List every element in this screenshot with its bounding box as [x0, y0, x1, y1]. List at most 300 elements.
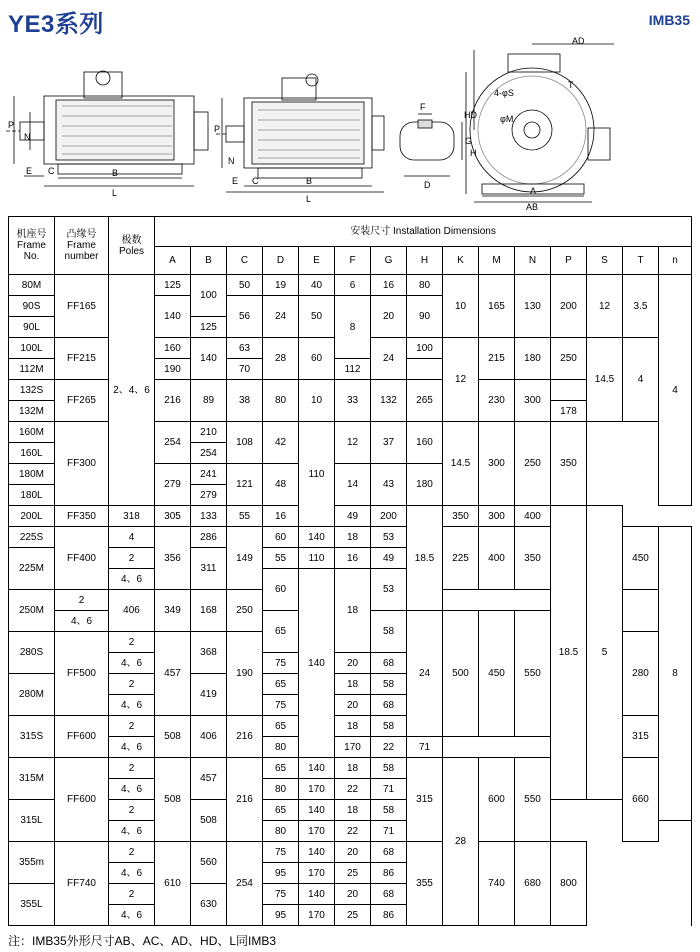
table-cell: 140 — [299, 758, 335, 779]
table-cell: 250 — [551, 338, 587, 380]
table-cell: 80 — [407, 275, 443, 296]
table-cell: 22 — [371, 737, 407, 758]
header-col-f: F — [335, 247, 371, 275]
table-cell: 2 — [109, 674, 155, 695]
table-cell: 4 — [109, 527, 155, 548]
table-cell: 65 — [263, 800, 299, 821]
table-cell: 60 — [263, 569, 299, 611]
header-col-t: T — [623, 247, 659, 275]
table-cell: 216 — [227, 716, 263, 758]
table-cell: 4、6 — [109, 737, 155, 758]
table-cell: 100L — [9, 338, 55, 359]
header-col-b: B — [191, 247, 227, 275]
table-cell: 225 — [443, 527, 479, 590]
table-cell: 279 — [191, 485, 227, 506]
mount-code: IMB35 — [648, 12, 690, 28]
table-cell: 24 — [371, 338, 407, 380]
table-cell: 75 — [263, 884, 299, 905]
table-cell: 170 — [299, 779, 335, 800]
table-cell: 250M — [9, 590, 55, 632]
table-cell: 8 — [659, 527, 692, 821]
table-cell: 68 — [371, 884, 407, 905]
front-label-a: A — [530, 186, 537, 196]
table-cell: 800 — [551, 842, 587, 926]
table-cell: 25 — [335, 905, 371, 926]
table-cell: 68 — [371, 653, 407, 674]
table-row — [9, 821, 692, 842]
table-cell: 500 — [443, 611, 479, 737]
side1-label-l: L — [112, 188, 118, 198]
table-cell: FF600 — [55, 716, 109, 758]
table-cell: 133 — [191, 506, 227, 527]
side1-label-p: P — [8, 120, 15, 130]
front-view — [466, 44, 614, 202]
header-col-a: A — [155, 247, 191, 275]
table-cell: 550 — [515, 758, 551, 842]
table-cell: 12 — [587, 275, 623, 338]
table-cell: 4、6 — [109, 905, 155, 926]
table-cell: 65 — [263, 611, 299, 653]
table-cell: 132 — [371, 380, 407, 422]
table-cell: 12 — [335, 422, 371, 464]
table-cell: 90 — [407, 296, 443, 338]
table-cell: 86 — [371, 863, 407, 884]
table-body — [9, 275, 692, 926]
table-cell: 12 — [443, 338, 479, 422]
table-cell: 25 — [335, 863, 371, 884]
table-cell: 140 — [191, 338, 227, 380]
table-cell: 180L — [9, 485, 55, 506]
table-cell: 48 — [263, 464, 299, 506]
table-cell: 350 — [551, 422, 587, 506]
table-cell: 406 — [191, 716, 227, 758]
side2-label-e: E — [232, 176, 239, 186]
table-cell: 43 — [371, 464, 407, 506]
table-row — [9, 884, 692, 905]
header-col-s: S — [587, 247, 623, 275]
table-cell: 241 — [191, 464, 227, 485]
dimension-table — [8, 216, 692, 926]
table-cell: 140 — [299, 842, 335, 863]
table-cell: 60 — [299, 338, 335, 380]
table-row — [9, 863, 692, 884]
table-cell: 315L — [9, 800, 55, 842]
table-cell: 265 — [407, 380, 443, 422]
table-cell: 90L — [9, 317, 55, 338]
table-cell: 108 — [227, 422, 263, 464]
table-cell: 58 — [371, 758, 407, 779]
front-label-h: H — [470, 148, 477, 158]
table-cell: 80 — [263, 737, 299, 758]
table-cell: 2 — [109, 716, 155, 737]
table-cell: 560 — [191, 842, 227, 884]
table-cell: 170 — [299, 821, 335, 842]
table-cell: 165 — [479, 275, 515, 338]
table-cell: 305 — [155, 506, 191, 527]
table-cell: 315S — [9, 716, 55, 758]
header-col-e: E — [299, 247, 335, 275]
side2-label-n: N — [228, 156, 235, 166]
table-cell: 4、6 — [109, 653, 155, 674]
header-flange-en: Frame number — [64, 240, 99, 262]
table-cell: 419 — [191, 674, 227, 716]
table-cell: 132S — [9, 380, 55, 401]
table-cell: FF500 — [55, 632, 109, 716]
table-cell: 4 — [623, 338, 659, 422]
table-cell: 170 — [299, 863, 335, 884]
front-label-t: T — [568, 80, 574, 90]
table-cell: 216 — [227, 758, 263, 842]
table-cell: 140 — [299, 527, 335, 548]
table-cell: 149 — [227, 527, 263, 590]
table-cell: 24 — [407, 611, 443, 737]
table-cell: 250 — [227, 590, 263, 632]
front-label-s: 4-φS — [494, 88, 514, 98]
header-col-m: M — [479, 247, 515, 275]
table-cell: 300 — [515, 380, 551, 422]
table-cell: 37 — [371, 422, 407, 464]
header-col-d: D — [263, 247, 299, 275]
table-cell: 311 — [191, 548, 227, 590]
table-cell: 4、6 — [55, 611, 109, 632]
side1-label-n: N — [24, 132, 31, 142]
table-cell: 24 — [263, 296, 299, 338]
table-cell: 170 — [299, 905, 335, 926]
table-cell: 355m — [9, 842, 55, 884]
table-cell: 190 — [155, 359, 191, 380]
table-cell: 355 — [407, 842, 443, 926]
table-cell: 2 — [109, 842, 155, 863]
table-cell: 457 — [191, 758, 227, 800]
table-cell: 18 — [335, 674, 371, 695]
table-cell: 18 — [335, 527, 371, 548]
table-cell: 71 — [371, 821, 407, 842]
table-cell: 140 — [155, 296, 191, 338]
table-cell: 160 — [407, 422, 443, 464]
table-cell: 63 — [227, 338, 263, 359]
table-cell: FF215 — [55, 338, 109, 380]
table-cell: 100 — [191, 275, 227, 317]
table-cell: 49 — [371, 548, 407, 569]
table-cell: 600 — [479, 758, 515, 842]
table-cell: 80M — [9, 275, 55, 296]
table-cell: 3.5 — [623, 275, 659, 338]
table-cell: 140 — [299, 800, 335, 821]
table-cell: 200 — [371, 506, 407, 527]
table-cell: 80 — [263, 779, 299, 800]
side1-label-e: E — [26, 166, 33, 176]
table-cell: 4 — [659, 275, 692, 506]
header-col-p: P — [551, 247, 587, 275]
table-row — [9, 275, 692, 296]
table-cell: 190 — [227, 632, 263, 716]
table-cell: 450 — [479, 611, 515, 737]
table-cell: 508 — [155, 758, 191, 842]
table-cell: 53 — [371, 527, 407, 548]
table-cell: 53 — [371, 569, 407, 611]
table-cell: 200L — [9, 506, 55, 527]
table-cell: 350 — [515, 527, 551, 590]
table-cell: 630 — [191, 884, 227, 926]
header-frame — [9, 217, 55, 275]
table-cell: 400 — [479, 527, 515, 590]
table-cell: 16 — [335, 548, 371, 569]
table-cell: 660 — [623, 758, 659, 842]
table-cell: 16 — [371, 275, 407, 296]
table-cell: 130 — [515, 275, 551, 338]
table-cell: 49 — [335, 506, 371, 527]
table-cell: 58 — [371, 716, 407, 737]
table-cell: 315M — [9, 758, 55, 800]
table-cell: 508 — [191, 800, 227, 842]
side2-label-l: L — [306, 194, 312, 204]
table-cell: 8 — [335, 296, 371, 359]
table-cell: 2 — [109, 884, 155, 905]
table-cell: FF300 — [55, 422, 109, 506]
table-cell: 4、6 — [109, 569, 155, 590]
table-cell: 178 — [551, 401, 587, 422]
side2-label-c: C — [252, 176, 259, 186]
table-cell: 4、6 — [109, 695, 155, 716]
table-cell: 5 — [587, 506, 623, 800]
table-cell: 210 — [191, 422, 227, 443]
table-cell: 132M — [9, 401, 55, 422]
table-cell: 2 — [109, 758, 155, 779]
table-cell: 286 — [191, 527, 227, 548]
table-cell: 90S — [9, 296, 55, 317]
table-cell: 10 — [443, 275, 479, 338]
table-cell: 250 — [515, 422, 551, 506]
table-cell: 71 — [371, 779, 407, 800]
table-cell: 254 — [227, 842, 263, 926]
side2-label-p: P — [214, 124, 221, 134]
table-cell: 80 — [263, 821, 299, 842]
table-cell: 56 — [227, 296, 263, 338]
header-col-g: G — [371, 247, 407, 275]
table-cell: 349 — [155, 590, 191, 632]
header-col-h: H — [407, 247, 443, 275]
motor-drawings-svg — [0, 36, 700, 212]
table-cell: 140 — [299, 569, 335, 758]
table-cell: 216 — [155, 380, 191, 422]
table-cell: 65 — [263, 674, 299, 695]
front-label-ad: AD — [572, 36, 585, 46]
table-cell: 400 — [515, 506, 551, 527]
side1-label-c: C — [48, 166, 55, 176]
table-cell: 55 — [227, 506, 263, 527]
header-flange-cn: 凸缘号 — [66, 229, 97, 240]
table-cell: 42 — [263, 422, 299, 464]
table-cell: FF600 — [55, 758, 109, 842]
table-cell: 20 — [335, 884, 371, 905]
table-cell: 60 — [263, 527, 299, 548]
table-cell: 22 — [335, 821, 371, 842]
shaft-label-d: D — [424, 180, 431, 190]
side-view-2 — [216, 74, 384, 192]
table-cell: 18 — [335, 716, 371, 737]
table-cell: 19 — [263, 275, 299, 296]
table-cell: FF165 — [55, 275, 109, 338]
table-cell: 75 — [263, 842, 299, 863]
table-cell: 55 — [263, 548, 299, 569]
table-cell: 86 — [371, 905, 407, 926]
table-cell: 65 — [263, 758, 299, 779]
table-cell: FF740 — [55, 842, 109, 926]
shaft-detail — [400, 114, 462, 176]
table-cell: FF350 — [55, 506, 109, 527]
table-cell: 110 — [299, 422, 335, 527]
table-cell: 318 — [109, 506, 155, 527]
table-cell: 180 — [515, 338, 551, 380]
table-cell: 38 — [227, 380, 263, 422]
table-cell: 180 — [407, 464, 443, 506]
table-cell: FF400 — [55, 527, 109, 590]
table-cell: 350 — [443, 506, 479, 527]
page-title: YE3系列 — [8, 11, 104, 38]
table-cell: 225S — [9, 527, 55, 548]
table-cell: 4、6 — [109, 863, 155, 884]
table-cell: 58 — [371, 611, 407, 653]
table-cell: 112 — [335, 359, 371, 380]
header-poles — [109, 217, 155, 275]
table-cell: 2 — [109, 800, 155, 821]
table-cell: 125 — [191, 317, 227, 338]
table-cell: 100 — [407, 338, 443, 359]
side1-label-b: B — [112, 168, 119, 178]
header-installation: 安装尺寸 Installation Dimensions — [155, 217, 692, 247]
header-flange — [55, 217, 109, 275]
table-cell: 50 — [227, 275, 263, 296]
table-cell: 2 — [55, 590, 109, 611]
table-cell: 610 — [155, 842, 191, 926]
table-cell: 95 — [263, 863, 299, 884]
side2-label-b: B — [306, 176, 313, 186]
table-cell: 740 — [479, 842, 515, 926]
table-cell: 508 — [155, 716, 191, 758]
table-cell: 28 — [263, 338, 299, 380]
table-cell: 368 — [191, 632, 227, 674]
table-cell: 33 — [335, 380, 371, 422]
table-cell: 4、6 — [109, 779, 155, 800]
dimension-drawings — [0, 36, 700, 212]
table-cell: 14.5 — [587, 338, 623, 422]
table-cell: 20 — [335, 653, 371, 674]
table-cell: 230 — [479, 380, 515, 422]
table-cell: 450 — [623, 527, 659, 590]
table-cell: 2 — [109, 548, 155, 569]
table-cell: 18 — [335, 758, 371, 779]
table-cell: 180M — [9, 464, 55, 485]
header-poles-en: Poles — [118, 245, 144, 257]
header-col-c: C — [227, 247, 263, 275]
table-cell: 170 — [335, 737, 371, 758]
table-cell: 2 — [109, 632, 155, 653]
table-cell: 89 — [191, 380, 227, 422]
front-label-ab: AB — [526, 202, 539, 212]
table-cell: 140 — [299, 884, 335, 905]
footnote: 注：IMB35外形尺寸AB、AC、AD、HD、L同IMB3 — [8, 934, 277, 948]
header-col-n: N — [515, 247, 551, 275]
table-cell: 70 — [227, 359, 263, 380]
table-row — [9, 506, 692, 527]
table-cell: 160M — [9, 422, 55, 443]
table-cell: 160 — [155, 338, 191, 359]
table-cell: 14 — [335, 464, 371, 506]
table-cell: 6 — [335, 275, 371, 296]
table-cell: 50 — [299, 296, 335, 338]
table-cell: 18.5 — [551, 506, 587, 800]
table-cell: 121 — [227, 464, 263, 506]
table-cell: 279 — [155, 464, 191, 506]
table-cell: 168 — [191, 590, 227, 632]
table-cell: 18 — [335, 569, 371, 653]
table-cell: 75 — [263, 695, 299, 716]
table-cell: 71 — [407, 737, 443, 758]
table-row — [9, 842, 692, 863]
table-cell: 280M — [9, 674, 55, 716]
table-cell: 406 — [109, 590, 155, 632]
table-cell: 125 — [155, 275, 191, 296]
table-row — [9, 800, 692, 821]
front-label-hd: HD — [464, 110, 477, 120]
table-cell: 215 — [479, 338, 515, 380]
table-cell: 200 — [551, 275, 587, 338]
table-cell: 58 — [371, 800, 407, 821]
header-col-k: K — [443, 247, 479, 275]
header-frame-en: Frame No. — [17, 240, 46, 262]
table-cell: 40 — [299, 275, 335, 296]
table-cell: 356 — [155, 527, 191, 590]
table-cell: 2、4、6 — [109, 275, 155, 506]
header-frame-cn: 机座号 — [16, 229, 47, 240]
table-cell: 22 — [335, 779, 371, 800]
header-col-n: n — [659, 247, 692, 275]
front-label-m: φM — [500, 114, 514, 124]
table-cell: 160L — [9, 443, 55, 464]
header-poles-cn: 极数 — [121, 234, 142, 246]
table-cell: 16 — [263, 506, 299, 527]
table-cell: 280 — [623, 632, 659, 716]
table-cell: 300 — [479, 506, 515, 527]
table-cell: 550 — [515, 611, 551, 737]
table-row — [9, 905, 692, 926]
table-cell: 65 — [263, 716, 299, 737]
table-cell: 20 — [335, 842, 371, 863]
table-cell: 457 — [155, 632, 191, 716]
table-cell: 10 — [299, 380, 335, 422]
table-cell: 315 — [623, 716, 659, 758]
table-cell: 75 — [263, 653, 299, 674]
table-cell: 28 — [443, 758, 479, 926]
shaft-label-f: F — [420, 102, 426, 112]
table-cell: 68 — [371, 842, 407, 863]
table-cell: 680 — [515, 842, 551, 926]
table-cell: 315 — [407, 758, 443, 842]
table-cell: 20 — [371, 296, 407, 338]
table-cell: 4、6 — [109, 821, 155, 842]
table-cell: 58 — [371, 674, 407, 695]
table-cell: 14.5 — [443, 422, 479, 506]
side-view-1 — [6, 71, 208, 186]
table-cell: FF265 — [55, 380, 109, 422]
table-cell: 280S — [9, 632, 55, 674]
table-cell: 20 — [335, 695, 371, 716]
table-cell: 80 — [263, 380, 299, 422]
table-cell: 112M — [9, 359, 55, 380]
table-cell: 110 — [299, 548, 335, 569]
table-cell: 95 — [263, 905, 299, 926]
table-cell: 18.5 — [407, 506, 443, 611]
